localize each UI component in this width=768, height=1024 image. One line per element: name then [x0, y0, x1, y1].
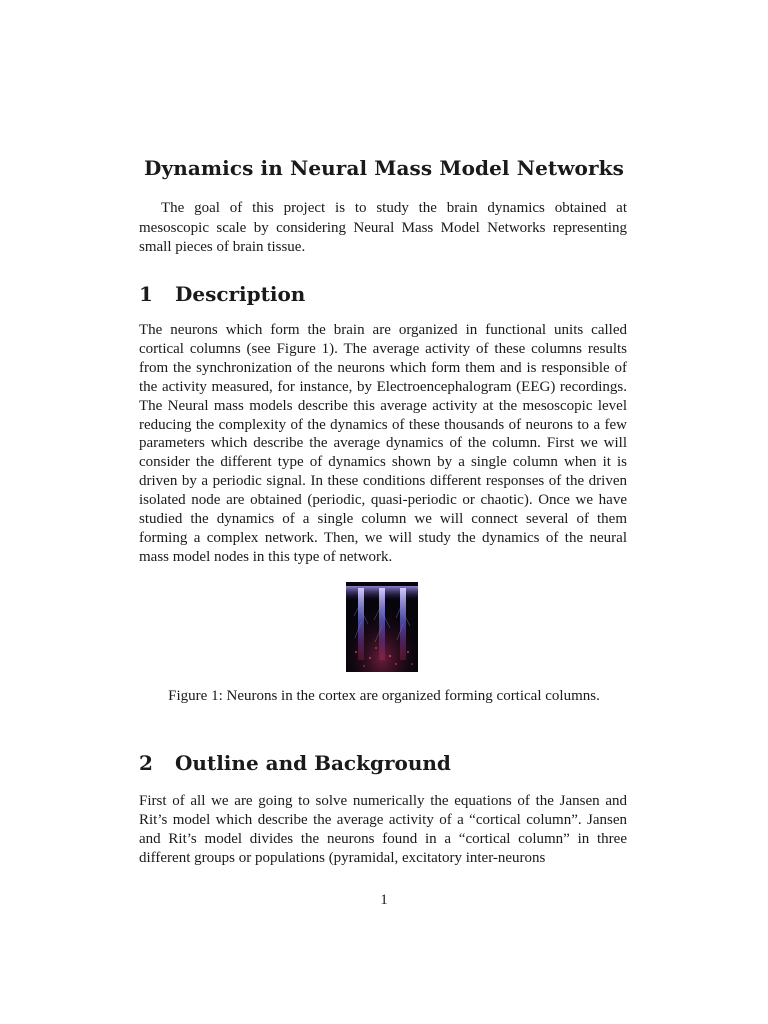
section-1-title: Description	[175, 282, 306, 306]
section-2-heading	[139, 751, 627, 775]
figure-1-caption: Figure 1: Neurons in the cortex are organized forming cortical columns.	[168, 688, 600, 704]
section-2-title: Outline and Background	[175, 751, 451, 775]
section-2-number: 2	[139, 751, 153, 775]
section-1-heading	[139, 282, 627, 306]
section-1-number: 1	[139, 282, 153, 306]
page-number: 1	[380, 892, 388, 908]
abstract-paragraph: The goal of this project is to study the brain dynamics obtained at mesoscopic scale by considering Neural Mass Model Networks representing small pieces of brain tissue.	[139, 200, 627, 255]
cortical-columns-image	[346, 582, 418, 672]
paper-title: Dynamics in Neural Mass Model Networks	[144, 156, 624, 180]
section-2-paragraph: First of all we are going to solve numerically the equations of the Jansen and Rit’s model which describe the average activity of a “cortical column”. Jansen and Rit’s model divides the neurons found in a “cortical column” in three different groups or populations (pyramidal, excitatory inter-neurons	[139, 793, 627, 866]
section-1-paragraph: The neurons which form the brain are organized in functional units called cortical columns (see Figure 1). The average activity of these columns results from the synchronization of the neurons which form them and is responsible of the activity measured, for instance, by Electroencephalogram (EEG) recordings. The Neural mass models describe this average activity at the mesoscopic level reducing the complexity of the dynamics of these thousands of neurons to a few parameters which describe the average dynamics of the column. First we will consider the different type of dynamics shown by a single column when it is driven by a periodic signal. In these conditions different responses of the driven isolated node are obtained (periodic, quasi-periodic or chaotic). Once we have studied the dynamics of a single column we will connect several of them forming a complex network. Then, we will study the dynamics of the neural mass model nodes in this type of network.	[139, 322, 627, 565]
